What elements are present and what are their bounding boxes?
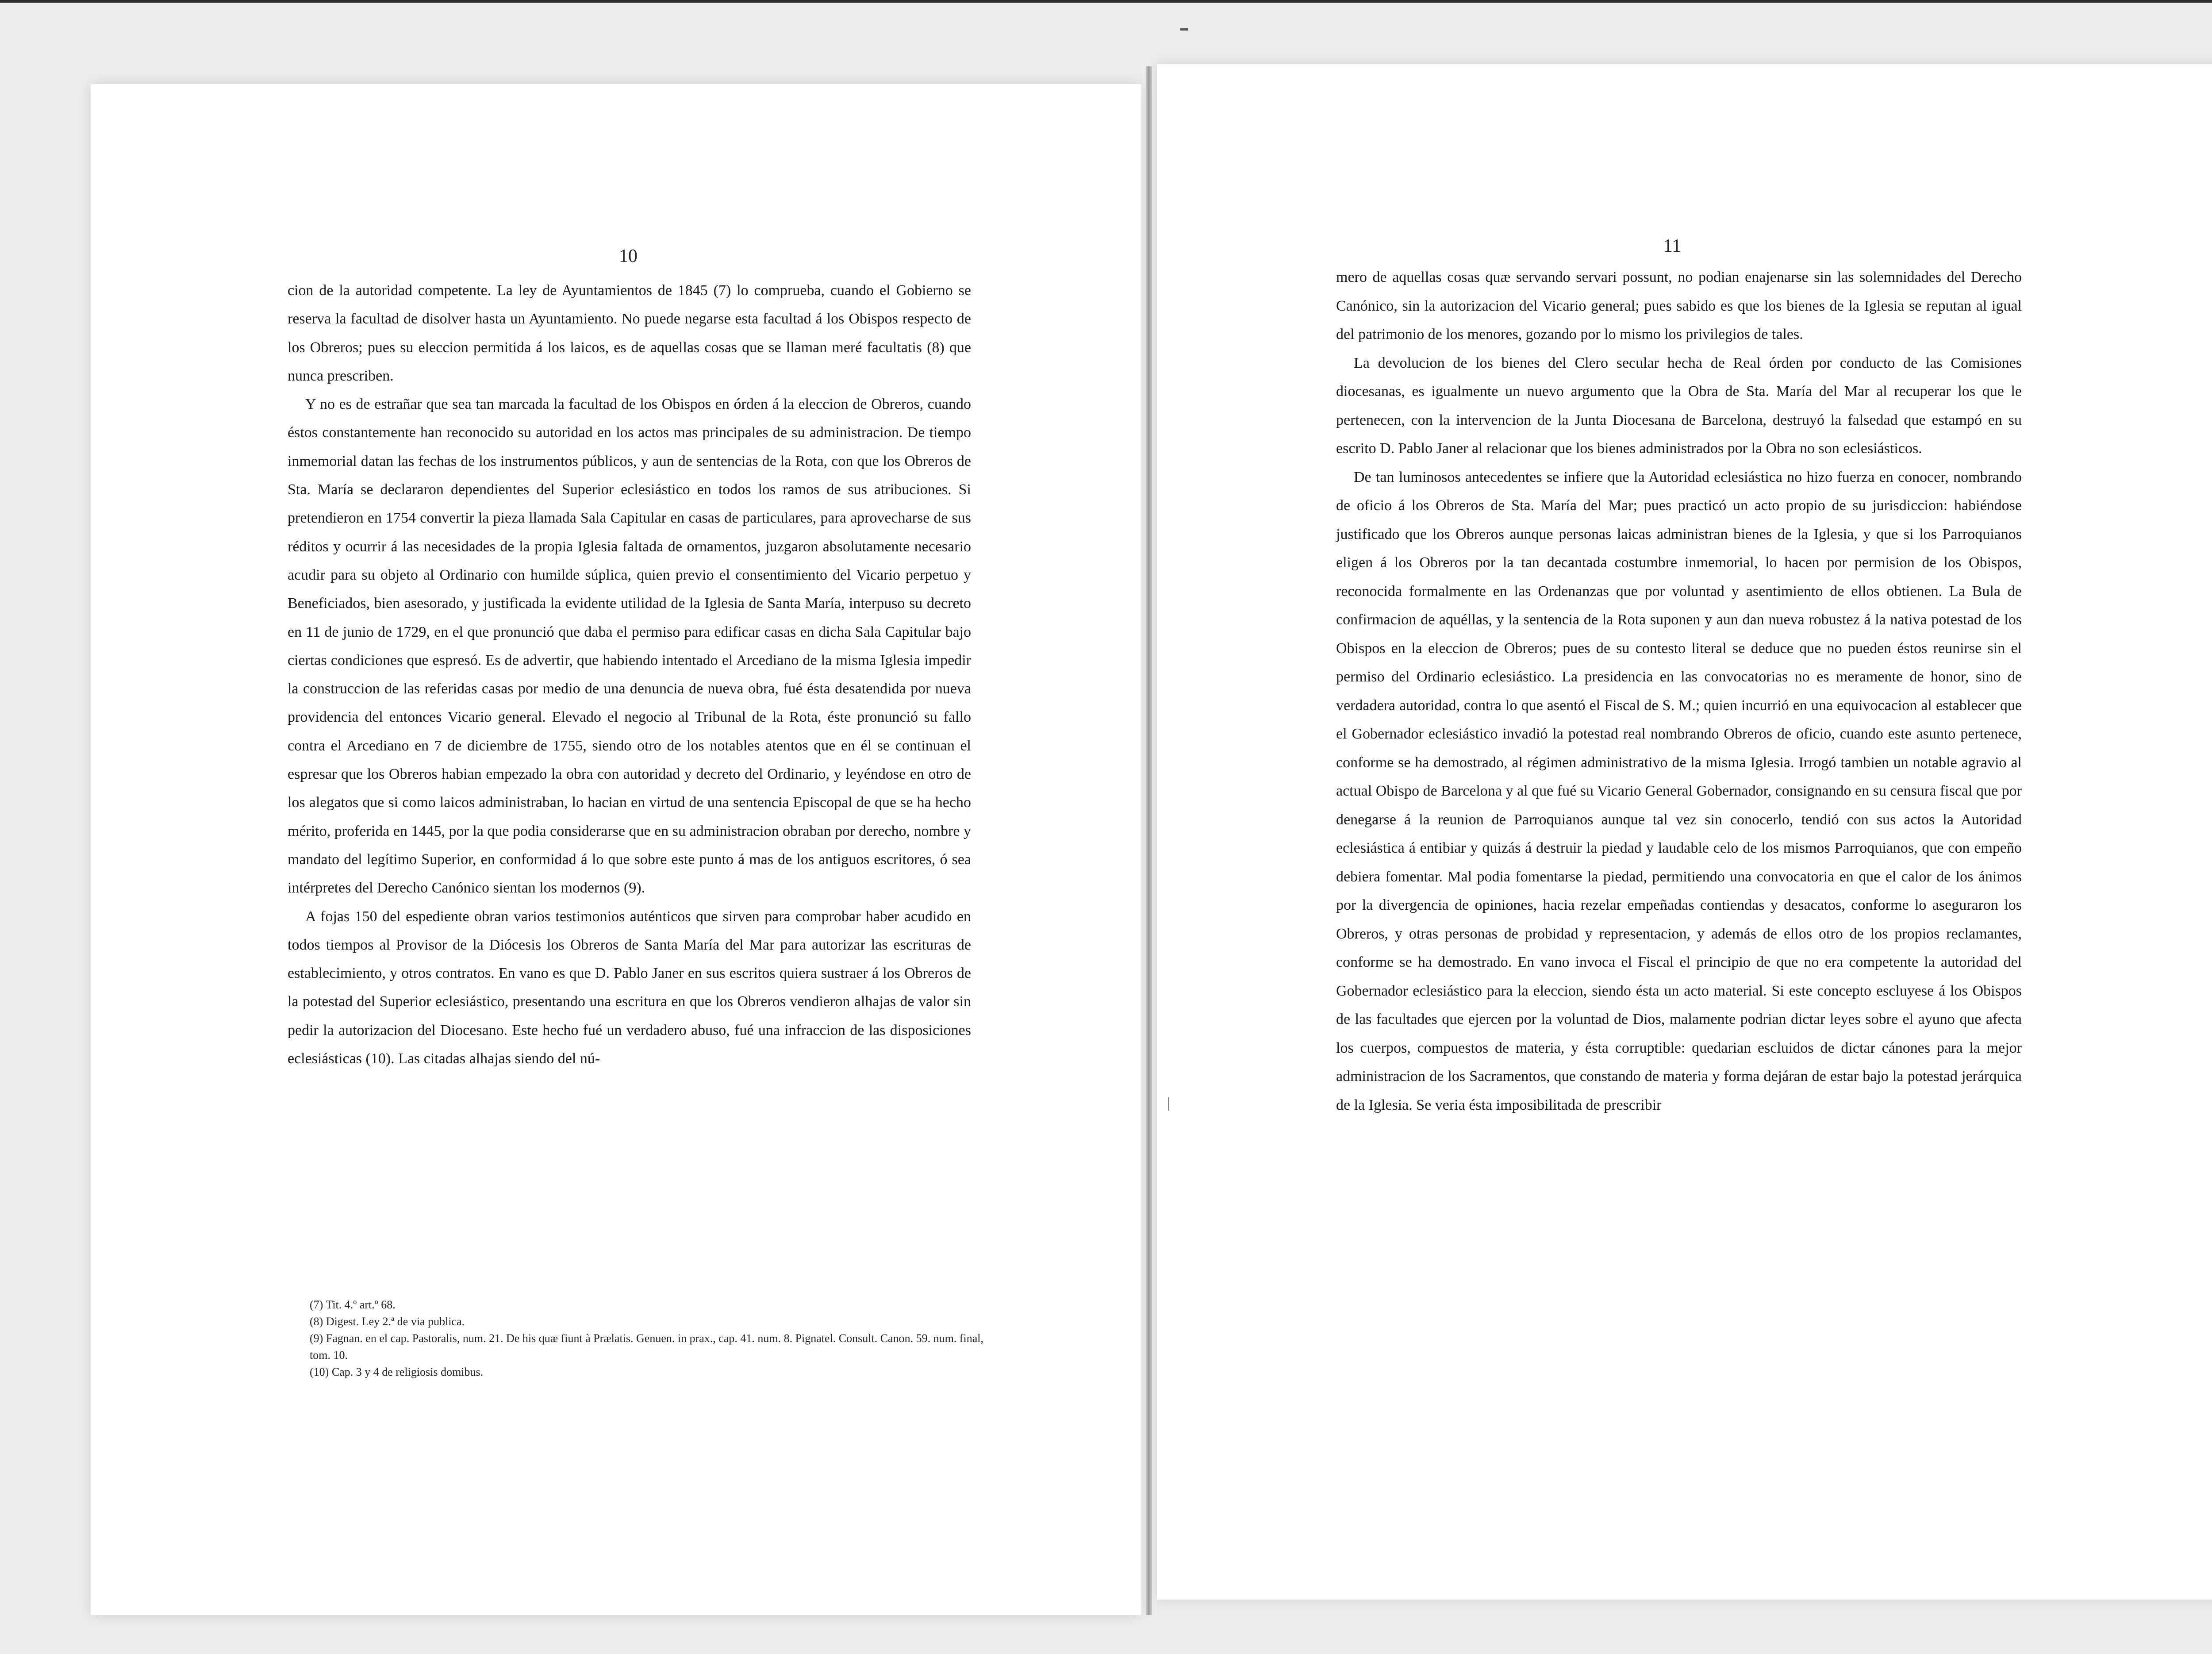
paragraph: De tan luminosos antecedentes se infiere que la Autoridad eclesiástica no hizo fuerza en conocer, nombrando de oficio á los Obreros de Sta. María del Mar; pues practicó un acto propio de su jurisdiccion: habiéndose justificado que los Obreros aunque personas laicas administran bienes de la Iglesia, y que si los Parroquianos eligen á los Obreros por la tan decantada costumbre inmemorial, lo hacen por permision de los Obispos, reconocida formalmente en las Ordenanzas que por voluntad y asentimiento de ellos obtienen. La Bula de confirmacion de aquéllas, y la sentencia de la Rota suponen y aun dan nueva robustez á la nativa potestad de los Obispos en la eleccion de Obreros; pues de su contesto literal se deduce que no pueden éstos reunirse sin el permiso del Ordinario eclesiástico. La presidencia en las convocatorias no es meramente de honor, sino de verdadera autoridad, contra lo que asentó el Fiscal de S. M.; quien incurrió en una equivocacion al establecer que el Gobernador eclesiástico invadió la potestad real nombrando Obreros de oficio, cuando este asunto pertenece, conforme se ha demostrado, al régimen administrativo de la misma Iglesia. Irrogó tambien un notable agravio al actual Obispo de Barcelona y al que fué su Vicario General Gobernador, consignando en su censura fiscal que por denegarse á la reunion de Parroquianos aunque tal vez sin conocerlo, tendió con sus actos la Autoridad eclesiástica á entibiar y quizás á destruir la piedad y laudable celo de los mismos Parroquianos, que con empeño debiera fomentar. Mal podia fomentarse la piedad, permitiendo una convocatoria en que el calor de los ánimos por la divergencia de opiniones, hacia rezelar empeñadas contiendas y desacatos, conforme lo aseguraron los Obreros, y otras personas de probidad y representacion, y además de ellos otro de los propios reclamantes, conforme se ha demostrado. En vano invoca el Fiscal el principio de que no era competente la autoridad del Gobernador eclesiástico para la eleccion, siendo ésta un acto material. Si este concepto escluyese á los Obispos de las facultades que ejercen por la voluntad de Dios, malamente podrian dictar leyes sobre el ayuno que afecta los cuerpos, compuestos de materia, y ésta corruptible: quedarian escluidos de dictar cánones para la mejor administracion de los Sacramentos, que constando de materia y forma dejáran de estar bajo la potestad jerárquica de la Iglesia. Se veria ésta imposibilitada de prescribir [1336,469,2022,1113]
paragraph: Y no es de estrañar que sea tan marcada la facultad de los Obispos en órden á la eleccion de Obreros, cuando éstos constantemente han reconocido su autoridad en los actos mas principales de su administracion. De tiempo inmemorial datan las fechas de los instrumentos públicos, y aun de sentencias de la Rota, con que los Obreros de Sta. María se declararon dependientes del Superior eclesiástico en todos los ramos de sus atribuciones. Si pretendieron en 1754 convertir la pieza llamada Sala Capitular en casas de particulares, para aprovecharse de sus réditos y ocurrir á las necesidades de la propia Iglesia faltada de ornamentos, juzgaron absolutamente necesario acudir para su objeto al Ordinario con humilde súplica, quien previo el consentimiento del Vicario perpetuo y Beneficiados, bien asesorado, y justificada la evidente utilidad de la Iglesia de Santa María, interpuso su decreto en 11 de junio de 1729, en el que pronunció que daba el permiso para edificar casas en dicha Sala Capitular bajo ciertas condiciones que espresó. Es de advertir, que habiendo intentado el Arcediano de la misma Iglesia impedir la construccion de las referidas casas por medio de una denuncia de nueva obra, fué ésta desatendida por nueva providencia del entonces Vicario general. Elevado el negocio al Tribunal de la Rota, éste pronunció su fallo contra el Arcediano en 7 de diciembre de 1755, siendo otro de los notables atentos que en él se continuan el espresar que los Obreros habian empezado la obra con autoridad y decreto del Ordinario, y leyéndose en otro de los alegatos que si como laicos administraban, lo hacian en virtud de una sentencia Episcopal de que se ha hecho mérito, proferida en 1445, por la que podia considerarse que en su administracion obraban por derecho, nombre y mandato del legítimo Superior, en conformidad á lo que sobre este punto á mas de los antiguos escritores, ó sea intérpretes del Derecho Canónico sientan los modernos (9). [288,396,971,896]
footnote: (7) Tit. 4.º art.º 68. [310,1298,396,1311]
left-page-body [288,277,971,1073]
book-gutter [1146,66,1152,1615]
scan-top-edge [0,0,2212,3]
footnote: (8) Digest. Ley 2.ª de via publica. [310,1315,465,1328]
scan-center-mark [1180,28,1188,31]
right-page-number: 11 [1663,236,1682,256]
paragraph: La devolucion de los bienes del Clero secular hecha de Real órden por conducto de las Comisiones diocesanas, es igualmente un nuevo argumento que la Obra de Sta. María del Mar al recuperar los que le pertenecen, con la intervencion de la Junta Diocesana de Barcelona, destruyó la falsedad que estampó en su escrito D. Pablo Janer al relacionar que los bienes administrados por la Obra no son eclesiásticos. [1336,354,2022,457]
paragraph: cion de la autoridad competente. La ley de Ayuntamientos de 1845 (7) lo comprueba, cuando el Gobierno se reserva la facultad de disolver hasta un Ayuntamiento. No puede negarse esta facultad á los Obispos respecto de los Obreros; pues su eleccion permitida á los laicos, es de aquellas cosas que se llaman meré facultatis (8) que nunca prescriben. [288,282,971,384]
paragraph: mero de aquellas cosas quæ servando servari possunt, no podian enajenarse sin las solemnidades del Derecho Canónico, sin la autorizacion del Vicario general; pues sabido es que los bienes de la Iglesia se reputan al igual del patrimonio de los menores, gozando por lo mismo los privilegios de tales. [1336,269,2022,342]
left-page-footnotes [310,1296,1000,1381]
right-page-body [1336,263,2022,1119]
footnote: (9) Fagnan. en el cap. Pastoralis, num. 21. De his quæ fiunt à Prælatis. Genuen. in prax., cap. 41. num. 8. Pignatel. Consult. Canon. 59. num. final, tom. 10. [310,1332,983,1362]
left-page-number: 10 [619,246,637,266]
paragraph: A fojas 150 del espediente obran varios testimonios auténticos que sirven para comprobar haber acudido en todos tiempos al Provisor de la Diócesis los Obreros de Santa María del Mar para autorizar las escrituras de establecimiento, y otros contratos. En vano es que D. Pablo Janer en sus escritos quiera sustraer á los Obreros de la potestad del Superior eclesiástico, presentando una escritura en que los Obreros vendieron alhajas de valor sin pedir la autorizacion del Diocesano. Este hecho fué un verdadero abuso, fué una infraccion de las disposiciones eclesiásticas (10). Las citadas alhajas siendo del nú- [288,908,971,1067]
footnote: (10) Cap. 3 y 4 de religiosis domibus. [310,1366,484,1378]
margin-mark [1168,1097,1169,1111]
